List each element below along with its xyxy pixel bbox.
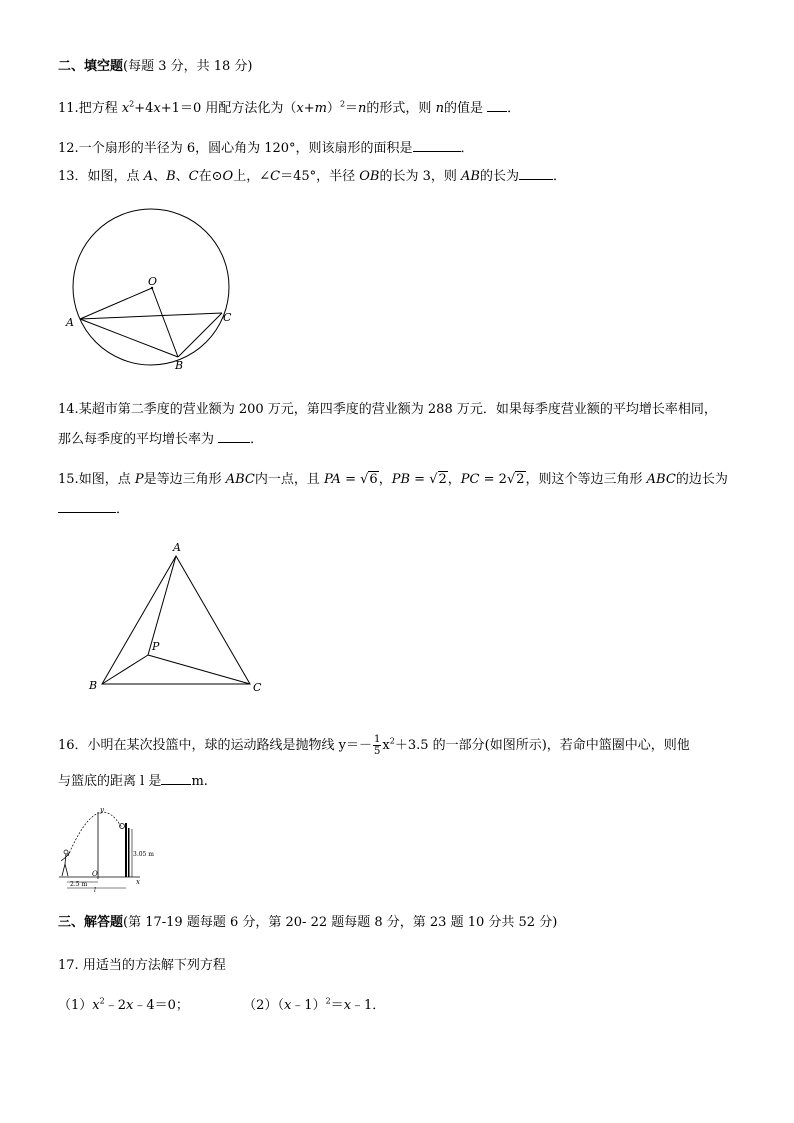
q17-text: 用适当的方法解下列方程 [82, 958, 226, 973]
q17-var-x: x [343, 998, 352, 1013]
q13-text: 在⊙ [198, 169, 223, 184]
q15-segment: PB [391, 472, 411, 487]
q17-text: ﹣1） [291, 998, 326, 1013]
q15-text: 如图，点 [78, 472, 135, 487]
q15-eq: = [340, 472, 361, 487]
sqrt-2: √2 [429, 472, 447, 487]
q11-var-n: n [358, 101, 367, 116]
q15-number: 15. [58, 472, 79, 487]
q17-text: ＝ [330, 998, 344, 1013]
q17-number: 17. [58, 958, 79, 973]
segment-pc [148, 655, 250, 684]
question-16 [58, 734, 690, 757]
q15-text: ， [378, 472, 392, 487]
label-b: B [89, 679, 98, 692]
section-2-header [58, 59, 253, 75]
label-o: O [92, 870, 98, 878]
q11-exponent: 2 [129, 99, 135, 109]
q16-unit: m. [191, 774, 208, 789]
q17-text: ﹣1． [351, 998, 386, 1013]
label-p: P [152, 640, 160, 653]
q13-segment: OB [359, 169, 380, 184]
q15-triangle: ABC [225, 472, 255, 487]
q13-text: 的长为 3，则 [379, 169, 462, 184]
q17-exponent: 2 [99, 996, 105, 1006]
question-15-line-2: ． [58, 500, 129, 518]
q11-text: +1＝0 用配方法化为（ [160, 101, 297, 116]
answer-blank[interactable] [58, 500, 116, 513]
q15-text: ， [447, 472, 461, 487]
question-12: 12.一个扇形的半径为 6，圆心角为 120°，则该扇形的面积是 ． [58, 141, 474, 156]
question-13: 13．如图，点 A、B、C在⊙O上，∠C＝45°，半径 OB的长为 3，则 AB的长为 ． [58, 169, 566, 184]
q11-expr: x+m [296, 101, 327, 116]
label-y: y [100, 806, 104, 814]
q11-text: 的值是 [443, 101, 488, 116]
q15-text: 内一点，且 [254, 472, 324, 487]
q14-number: 14. [58, 402, 79, 417]
q16-text-2: 与篮底的距离 l 是 [58, 774, 162, 789]
q14-text-2: 那么每季度的平均增长率为 [58, 432, 219, 447]
figure-15-triangle-diagram [86, 538, 276, 698]
label-l: l [94, 887, 96, 894]
fraction-one-fifth [373, 734, 381, 757]
q13-segment: AB [461, 169, 480, 184]
q11-text: 的形式，则 [366, 101, 436, 116]
q11-exponent: 2 [339, 99, 346, 109]
section-3-note: (第 17-19 题每题 6 分，第 20- 22 题每题 8 分，第 23 题 10 分共 52 分) [123, 915, 558, 930]
segment-oa [80, 288, 152, 319]
q16-exponent: 2 [389, 736, 395, 746]
fraction-denominator: 5 [374, 746, 381, 757]
q17-var-x: x [92, 998, 100, 1013]
label-c: C [223, 311, 232, 324]
q11-text: ） [326, 101, 340, 116]
fraction-numerator: 1 [374, 734, 381, 745]
label-distance: 2.5 m [70, 881, 88, 888]
q15-coef: 2 [498, 472, 507, 487]
q13-text: 上，∠ [233, 169, 271, 184]
q13-text: 如图，点 [87, 169, 144, 184]
q13-text: 、 [153, 169, 167, 184]
question-17-parts [58, 998, 385, 1014]
answer-blank[interactable] [218, 430, 250, 443]
q12-number: 12. [58, 141, 79, 156]
q12-text: 一个扇形的半径为 6，圆心角为 120°，则该扇形的面积是 [78, 141, 413, 156]
parabola-path [68, 812, 122, 856]
figure-13-circle-diagram [62, 205, 242, 375]
segment-bc [178, 313, 222, 357]
q13-point: A [143, 169, 154, 184]
label-x: x [136, 878, 140, 886]
section-3-header [58, 915, 557, 931]
q11-var-n: n [435, 101, 444, 116]
sqrt-2: √2 [506, 472, 525, 487]
q17-text: ﹣4＝0； [133, 998, 189, 1013]
q15-point: P [134, 472, 144, 487]
q11-text: 把方程 [78, 101, 122, 116]
label-height: 3.05 m [133, 851, 154, 858]
label-a: A [173, 541, 181, 554]
segment-pb [102, 655, 148, 684]
q13-point: C [188, 169, 199, 184]
q15-triangle: ABC [646, 472, 676, 487]
q13-point: C [270, 169, 281, 184]
sqrt-value: 2 [516, 472, 525, 487]
q13-point: O [222, 169, 234, 184]
backboard [125, 823, 127, 877]
sqrt-6: √6 [360, 472, 378, 487]
q11-text: +4 [134, 101, 154, 116]
q16-text: 小明在某次投篮中，球的运动路线是抛物线 y＝－ [87, 738, 373, 753]
q16-text: x [382, 738, 390, 753]
q15-text: ，则这个等边三角形 [525, 472, 647, 487]
q15-eq: = [410, 472, 430, 487]
q17-part-1-label: （1） [58, 998, 93, 1013]
sqrt-value: 2 [438, 472, 447, 487]
q17-var-x: x [283, 998, 292, 1013]
question-14-line-2: 那么每季度的平均增长率为 ． [58, 432, 264, 447]
q11-number: 11. [58, 101, 79, 116]
player-body [61, 852, 70, 876]
label-b: B [175, 359, 184, 372]
q15-text: 的边长为 [675, 472, 728, 487]
question-17 [58, 958, 226, 974]
player-head [64, 850, 68, 854]
q17-text: ﹣2 [104, 998, 126, 1013]
section-2-title: 二、填空题 [58, 59, 124, 74]
segment-ab [80, 319, 178, 357]
q11-text: ＝ [345, 101, 359, 116]
q14-text: 某超市第二季度的营业额为 200 万元，第四季度的营业额为 288 万元．如果每季度营业额的平均增长率相同， [78, 402, 717, 417]
answer-blank[interactable] [161, 772, 191, 785]
q17-part-2-label: （2）（ [243, 998, 284, 1013]
triangle-abc [102, 556, 250, 684]
label-c: C [253, 681, 262, 694]
q13-number: 13． [58, 169, 88, 184]
q17-var-x: x [126, 998, 134, 1013]
answer-blank[interactable] [519, 167, 553, 180]
ball [120, 824, 125, 829]
q13-text: 的长为 [479, 169, 519, 184]
section-2-note: (每题 3 分，共 18 分) [123, 59, 253, 74]
question-15 [58, 472, 728, 488]
segment-ob [152, 288, 178, 357]
q11-var-x: x [121, 101, 130, 116]
q11-var-x: x [153, 101, 161, 116]
label-a: A [66, 316, 74, 329]
pole [128, 828, 130, 877]
q13-text: 、 [175, 169, 189, 184]
section-3-title: 三、解答题 [58, 915, 124, 930]
label-o: O [148, 275, 158, 288]
q15-eq: = [479, 472, 499, 487]
q13-point: B [166, 169, 176, 184]
q13-text: ＝45°，半径 [280, 169, 360, 184]
question-16-line-2 [58, 772, 208, 790]
sqrt-value: 6 [369, 472, 378, 487]
q15-segment: PC [460, 472, 480, 487]
segment-ac [80, 313, 222, 319]
figure-16-basketball-diagram [56, 806, 156, 892]
q16-number: 16． [58, 738, 88, 753]
q15-segment: PA [324, 472, 341, 487]
q15-text: 是等边三角形 [143, 472, 226, 487]
question-11: 11.把方程 $x^2+4x+1=0$ 用配方法化为$(x+m)^2=n$的形式，则 n的值是 ． [58, 99, 521, 116]
q17-exponent: 2 [325, 996, 331, 1006]
answer-blank[interactable] [487, 99, 507, 112]
q16-text: ＋3.5 的一部分(如图所示)，若命中篮圈中心，则他 [394, 738, 690, 753]
answer-blank[interactable] [413, 139, 461, 152]
question-14-line-1 [58, 402, 717, 418]
